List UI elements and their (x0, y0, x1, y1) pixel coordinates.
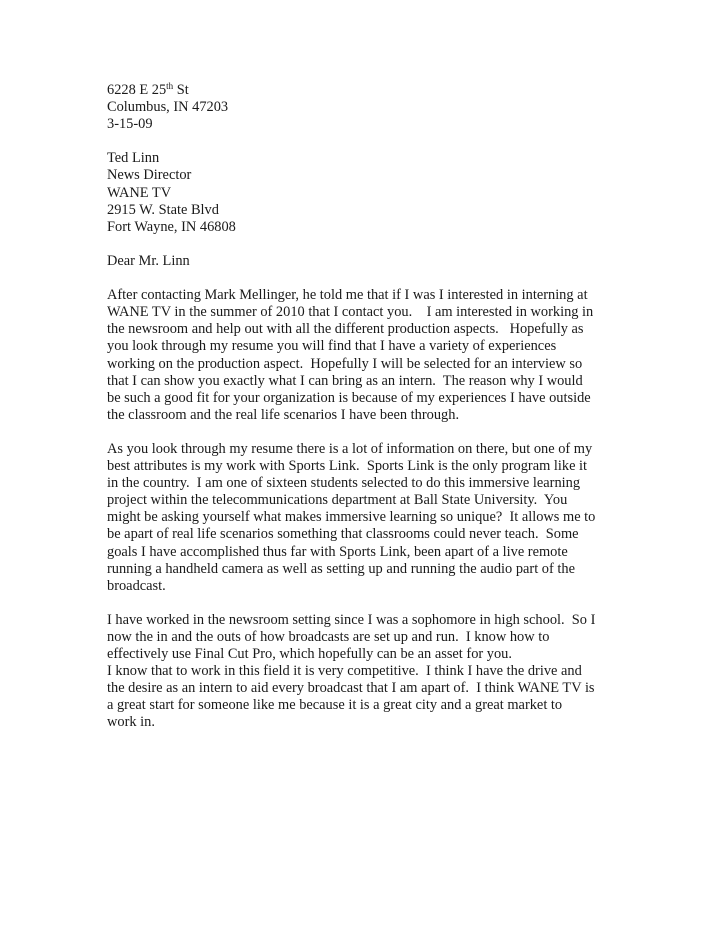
paragraph-1 (107, 287, 627, 424)
paragraph-line: I have worked in the newsroom setting since I was a sophomore in high school. So I (107, 611, 596, 628)
recipient-name: Ted Linn (107, 150, 160, 167)
paragraph-line: the desire as an intern to aid every broadcast that I am apart of. I think WANE TV is (107, 680, 595, 697)
paragraph-line: WANE TV in the summer of 2010 that I contact you. I am interested in working in (107, 304, 594, 321)
paragraph-line: you look through my resume you will find that I have a variety of experiences (107, 338, 557, 355)
paragraph-line: that I can show you exactly what I can bring as an intern. The reason why I would (107, 372, 583, 389)
letter-page (107, 82, 627, 732)
paragraph-line: working on the production aspect. Hopefully I will be selected for an interview so (107, 355, 583, 372)
letter-date: 3-15-09 (107, 116, 153, 133)
paragraph-line: I know that to work in this field it is very competitive. I think I have the drive and (107, 663, 582, 680)
sender-city: Columbus, IN 47203 (107, 99, 229, 116)
recipient-street: 2915 W. State Blvd (107, 201, 219, 218)
recipient-city: Fort Wayne, IN 46808 (107, 218, 236, 235)
paragraph-line: now the in and the outs of how broadcasts are set up and run. I know how to (107, 629, 550, 645)
paragraph-2 (107, 441, 627, 595)
paragraph-3 (107, 612, 627, 732)
paragraph-line: work in. (107, 714, 155, 731)
salutation: Dear Mr. Linn (107, 252, 190, 269)
recipient-title: News Director (107, 167, 192, 184)
paragraph-line: be apart of real life scenarios something that classrooms could never teach. Some (107, 526, 579, 543)
paragraph-line: project within the telecommunications department at Ball State University. You (107, 492, 568, 509)
recipient-address (107, 150, 627, 235)
paragraph-line: the newsroom and help out with all the different production aspects. Hopefully as (107, 321, 584, 338)
paragraph-line: might be asking yourself what makes immersive learning so unique? It allows me to (107, 509, 596, 526)
paragraph-line: goals I have accomplished thus far with Sports Link, been apart of a live remote (107, 543, 568, 560)
paragraph-line: in the country. I am one of sixteen students selected to do this immersive learning (107, 475, 581, 492)
paragraph-line: As you look through my resume there is a lot of information on there, but one of my (107, 440, 593, 457)
paragraph-line: the classroom and the real life scenarios I have been through. (107, 406, 460, 423)
sender-street: 6228 E 25th St (107, 81, 189, 98)
paragraph-line: running a handheld camera as well as setting up and running the audio part of the (107, 560, 575, 577)
paragraph-line: broadcast. (107, 577, 166, 594)
recipient-org: WANE TV (107, 184, 172, 201)
sender-address (107, 82, 627, 133)
paragraph-line: best attributes is my work with Sports Link. Sports Link is the only program like it (107, 458, 588, 475)
paragraph-line: be such a good fit for your organization is because of my experiences I have outside (107, 389, 591, 406)
paragraph-line: a great start for someone like me because it is a great city and a great market to (107, 697, 563, 714)
paragraph-line: After contacting Mark Mellinger, he told me that if I was I interested in interning at (107, 287, 588, 304)
paragraph-line: effectively use Final Cut Pro, which hopefully can be an asset for you. (107, 646, 512, 663)
